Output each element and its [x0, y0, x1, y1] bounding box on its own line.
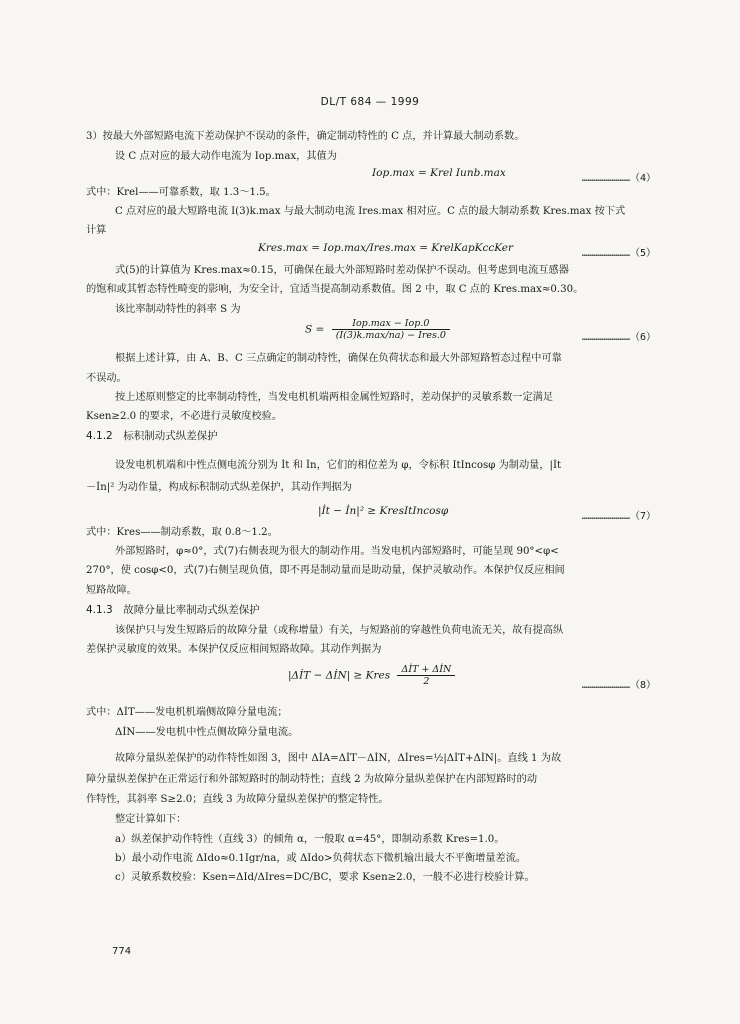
- formula-8-left: |ΔİT − ΔİN| ≥ Kres: [288, 669, 391, 682]
- text-line: 设发电机机端和中性点侧电流分别为 İt 和 İn，它们的相位差为 φ，令标积 ItIncosφ 为制动量，|İt: [115, 460, 562, 471]
- text-line: C 点对应的最大短路电流 I(3)k.max 与最大制动电流 Ires.max 相对应。C 点的最大制动系数 Kres.max 按下式: [115, 206, 626, 217]
- equation-number-8: ……………………（8）: [581, 680, 656, 691]
- text-line: 外部短路时，φ≈0°，式(7)右侧表现为很大的制动作用。当发电机内部短路时，可能呈现 90°<φ<: [115, 546, 559, 557]
- text-line: 3）按最大外部短路电流下差动保护不误动的条件，确定制动特性的 C 点，并计算最大制动系数。: [86, 131, 525, 142]
- section-heading-4-1-2: 4.1.2 标积制动式纵差保护: [86, 430, 218, 442]
- text-line: 270°，使 cosφ<0，式(7)右侧呈现负值，即不再是制动量而是助动量，保护灵敏动作。本保护仅反应相间: [86, 565, 565, 576]
- formula-6-left: S =: [305, 323, 325, 336]
- list-item-a: a）纵差保护动作特性（直线 3）的倾角 α，一般取 α=45°，即制动系数 Kres=1.0。: [115, 834, 505, 845]
- text-line: 设 C 点对应的最大动作电流为 Iop.max，其值为: [115, 151, 337, 162]
- text-line: 根据上述计算，由 A、B、C 三点确定的制动特性，确保在负荷状态和最大外部短路暂态过程中可靠: [115, 353, 562, 364]
- formula-6-numerator: Iop.max − Iop.0: [332, 318, 450, 330]
- text-line: 障分量纵差保护在正常运行和外部短路时的制动特性；直线 2 为故障分量纵差保护在内部短路时的动: [86, 774, 538, 785]
- formula-6-fraction: [332, 318, 450, 341]
- formula-8-numerator: ΔİT + ΔİN: [397, 664, 455, 676]
- formula-4: Iop.max = Krel Iunb.max: [372, 167, 506, 179]
- formula-6-denominator: (I(3)k.max/na) − Ires.0: [335, 330, 446, 341]
- formula-8-fraction: [397, 664, 455, 687]
- text-line: 不误动。: [86, 373, 127, 384]
- equation-number-6: ……………………（6）: [581, 332, 656, 343]
- text-line: 作特性，其斜率 S≥2.0；直线 3 为故障分量纵差保护的整定特性。: [86, 794, 389, 805]
- formula-8: [288, 664, 459, 687]
- text-line: 差保护灵敏度的效果。本保护仅反应相间短路故障。其动作判据为: [86, 644, 382, 655]
- formula-5: Kres.max = Iop.max/Ires.max = KrelKapKccKer: [258, 242, 513, 254]
- text-line: 式(5)的计算值为 Kres.max≈0.15，可确保在最大外部短路时差动保护不误动。但考虑到电流互感器: [115, 265, 569, 276]
- text-line: －İn|² 为动作量，构成标积制动式纵差保护，其动作判据为: [86, 482, 352, 493]
- text-line: 该保护只与发生短路后的故障分量（或称增量）有关，与短路前的穿越性负荷电流无关，故有提高纵: [115, 625, 564, 636]
- text-line: 式中：ΔİT——发电机机端侧故障分量电流；: [86, 707, 288, 718]
- text-line: 整定计算如下：: [115, 814, 187, 825]
- formula-7: |İt − İn|² ≥ KresItIncosφ: [318, 505, 449, 517]
- text-line: 故障分量纵差保护的动作特性如图 3，图中 ΔİA=ΔİT－ΔİN，Δİres=½|ΔİT+ΔİN|。直线 1 为故: [115, 753, 562, 764]
- list-item-b: b）最小动作电流 ΔIdo≈0.1Igr/na，或 ΔIdo>负荷状态下微机输出最大不平衡增量差流。: [115, 853, 527, 864]
- text-line: Ksen≥2.0 的要求，不必进行灵敏度校验。: [86, 411, 283, 422]
- text-line: 该比率制动特性的斜率 S 为: [115, 304, 241, 315]
- text-line: 式中：Krel——可靠系数，取 1.3～1.5。: [86, 187, 276, 198]
- equation-number-5: ……………………（5）: [581, 248, 656, 259]
- text-line: 按上述原则整定的比率制动特性，当发电机机端两相金属性短路时，差动保护的灵敏系数一定满足: [115, 392, 554, 403]
- text-line: ΔİN——发电机中性点侧故障分量电流。: [115, 727, 299, 738]
- text-line: 的饱和或其暂态特性畸变的影响，为安全计，宜适当提高制动系数值。图 2 中，取 C 点的 Kres.max≈0.30。: [86, 284, 584, 295]
- list-item-c: c）灵敏系数校验：Ksen=ΔId/ΔIres=DC/BC，要求 Ksen≥2.0，一般不必进行校验计算。: [115, 872, 535, 883]
- page-header: DL/T 684 — 1999: [320, 96, 420, 108]
- formula-6: [305, 318, 454, 341]
- page-number: 774: [112, 946, 132, 957]
- equation-number-7: ……………………（7）: [581, 511, 656, 522]
- equation-number-4: ……………………（4）: [581, 173, 656, 184]
- text-line: 式中：Kres——制动系数，取 0.8～1.2。: [86, 527, 278, 538]
- text-line: 短路故障。: [86, 585, 137, 596]
- text-line: 计算: [86, 225, 107, 236]
- formula-8-denominator: 2: [423, 676, 430, 687]
- section-heading-4-1-3: 4.1.3 故障分量比率制动式纵差保护: [86, 604, 260, 616]
